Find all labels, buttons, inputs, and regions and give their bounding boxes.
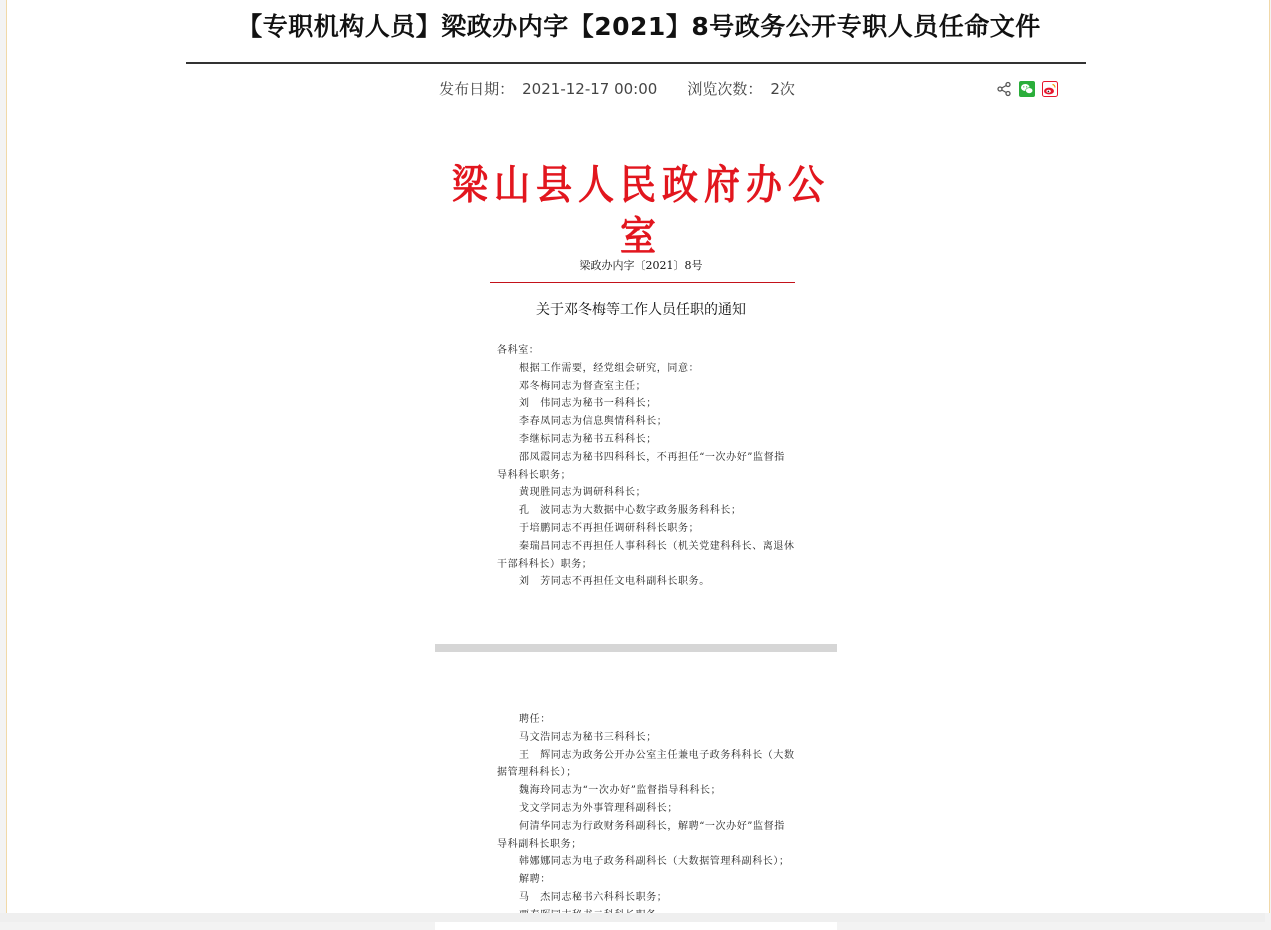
body-line: 王 辉同志为政务公开办公室主任兼电子政务科科长（大数 bbox=[519, 749, 795, 761]
document-body bbox=[497, 711, 797, 925]
body-line: 各科室： bbox=[497, 345, 540, 356]
body-line: 黄现胜同志为调研科科长； bbox=[519, 487, 647, 499]
body-line: 马文浩同志为秘书三科科长； bbox=[519, 731, 657, 743]
page-title: 【专职机构人员】梁政办内字【2021】8号政务公开专职人员任命文件 bbox=[237, 12, 1041, 41]
body-line: 李继标同志为秘书五科科长； bbox=[519, 433, 657, 445]
weibo-icon[interactable] bbox=[1042, 81, 1058, 97]
body-line: 何清华同志为行政财务科副科长，解聘“一次办好”监督指 bbox=[519, 820, 785, 832]
body-line: 魏海玲同志为“一次办好”监督指导科科长； bbox=[519, 785, 722, 797]
body-line: 导科副科长职务； bbox=[497, 838, 582, 850]
publish-date-value: 2021-12-17 00:00 bbox=[522, 80, 658, 98]
share-bar bbox=[996, 81, 1058, 97]
article-container bbox=[6, 0, 1270, 913]
bottom-strip bbox=[0, 913, 1265, 922]
body-line: 邓冬梅同志为督查室主任； bbox=[519, 380, 647, 392]
document-page-1 bbox=[435, 140, 837, 642]
body-line: 聘任： bbox=[519, 714, 551, 725]
view-count-label: 浏览次数： bbox=[687, 80, 763, 98]
body-line: 于培鹏同志不再担任调研科科长职务； bbox=[519, 522, 700, 534]
document-body bbox=[497, 342, 797, 591]
publish-date-label: 发布日期： bbox=[439, 80, 515, 98]
body-line: 韩娜娜同志为电子政务科副科长（大数据管理科副科长）； bbox=[519, 856, 790, 868]
document-page-2 bbox=[435, 700, 837, 930]
document-number: 梁政办内字〔2021〕8号 bbox=[579, 259, 703, 272]
document-issuer-header: 梁山县人民政府办公室 bbox=[451, 161, 830, 261]
body-line: 邵凤霞同志为秘书四科科长，不再担任“一次办好”监督指 bbox=[519, 451, 785, 463]
body-line: 刘 芳同志不再担任文电科副科长职务。 bbox=[519, 576, 710, 588]
body-line: 干部科科长）职务； bbox=[497, 558, 593, 570]
body-line: 戈文学同志为外事管理科副科长； bbox=[519, 802, 678, 814]
body-line: 据管理科科长）； bbox=[497, 767, 577, 779]
red-divider bbox=[490, 282, 795, 283]
view-count-value: 2次 bbox=[770, 80, 795, 98]
body-line: 根据工作需要，经党组会研究，同意： bbox=[519, 362, 700, 374]
body-line: 解聘： bbox=[519, 874, 551, 886]
notice-title: 关于邓冬梅等工作人员任职的通知 bbox=[536, 302, 746, 318]
wechat-icon[interactable] bbox=[1019, 81, 1035, 97]
body-line: 秦瑞昌同志不再担任人事科科长（机关党建科科长、离退休 bbox=[519, 540, 795, 552]
body-line: 导科科长职务； bbox=[497, 469, 572, 481]
share-icon[interactable] bbox=[996, 81, 1012, 97]
body-line: 马 杰同志秘书六科科长职务； bbox=[519, 891, 668, 903]
body-line: 孔 波同志为大数据中心数字政务服务科科长； bbox=[519, 505, 742, 517]
body-line: 李春凤同志为信息舆情科科长； bbox=[519, 416, 668, 428]
page-separator bbox=[435, 644, 837, 652]
title-divider bbox=[186, 62, 1086, 64]
body-line: 刘 伟同志为秘书一科科长； bbox=[519, 398, 657, 410]
